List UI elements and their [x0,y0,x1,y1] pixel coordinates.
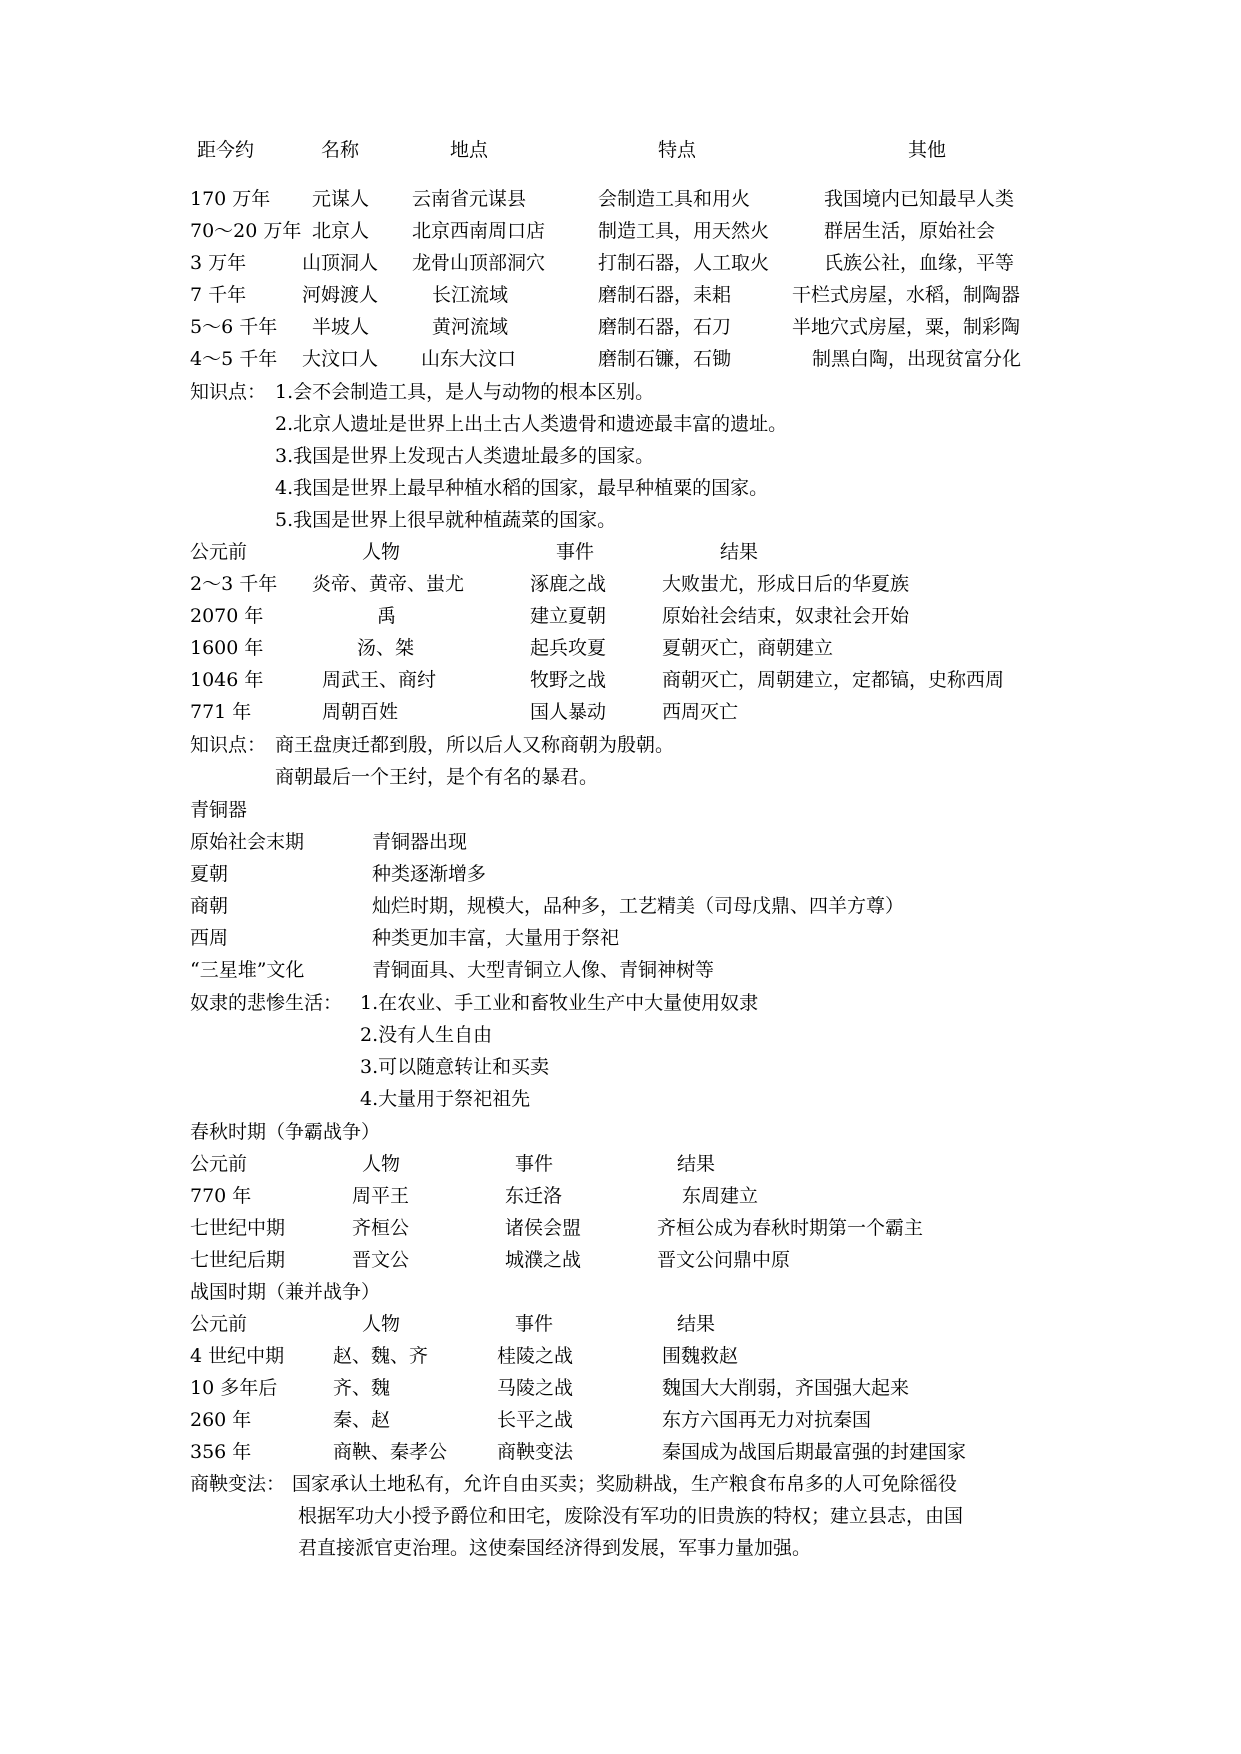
header-cell: 结果 [677,1153,716,1175]
cell: 山顶洞人 [302,252,379,274]
paragraph-line: 根据军功大小授予爵位和田宅，废除没有军功的旧贵族的特权；建立县志，由国 [298,1505,964,1527]
header-cell: 距今约 [197,139,255,161]
list-item: 1.在农业、手工业和畜牧业生产中大量使用奴隶 [360,992,759,1014]
cell: 会制造工具和用火 [598,188,751,210]
cell: 10 多年后 [190,1377,278,1399]
cell: 桂陵之战 [497,1345,574,1367]
cell: 马陵之战 [497,1377,574,1399]
cell: 北京西南周口店 [412,220,546,242]
paragraph-line: 君直接派官吏治理。这使秦国经济得到发展，军事力量加强。 [298,1537,812,1559]
cell: 4～5 千年 [190,348,278,370]
cell: 建立夏朝 [530,605,607,627]
cell: 禹 [377,605,397,627]
list-item: 2.北京人遗址是世界上出土古人类遗骨和遗迹最丰富的遗址。 [275,413,788,435]
cell: 1600 年 [190,637,264,659]
cell: 种类逐渐增多 [372,863,487,885]
cell: 龙骨山顶部洞穴 [412,252,546,274]
list-item: 商朝最后一个王纣，是个有名的暴君。 [275,766,599,788]
cell: 晋文公 [352,1249,410,1271]
cell: 西周 [190,927,229,949]
cell: 商朝灭亡，周朝建立，定都镐，史称西周 [662,669,1005,691]
list-item: 商王盘庚迁都到殷，所以后人又称商朝为殷朝。 [275,734,675,756]
cell: 青铜器出现 [372,831,468,853]
cell: 秦、赵 [333,1409,391,1431]
list-item: 2.没有人生自由 [360,1024,493,1046]
header-cell: 地点 [450,139,489,161]
header-cell: 特点 [658,139,697,161]
section-title: 春秋时期（争霸战争） [190,1121,381,1143]
list-item: 3.我国是世界上发现古人类遗址最多的国家。 [275,445,655,467]
cell: 周平王 [352,1185,410,1207]
cell: 齐桓公 [352,1217,410,1239]
cell: 涿鹿之战 [530,573,607,595]
cell: 半坡人 [312,316,370,338]
cell: 长平之战 [497,1409,574,1431]
cell: 东迁洛 [505,1185,563,1207]
cell: 商鞅变法 [497,1441,574,1463]
section-title: 战国时期（兼并战争） [190,1281,381,1303]
cell: 夏朝灭亡，商朝建立 [662,637,834,659]
cell: 河姆渡人 [302,284,379,306]
cell: 诸侯会盟 [505,1217,582,1239]
cell: 770 年 [190,1185,252,1207]
list-item: 1.会不会制造工具，是人与动物的根本区别。 [275,381,655,403]
cell: 灿烂时期，规模大，品种多，工艺精美（司母戊鼎、四羊方尊） [372,895,905,917]
header-cell: 人物 [362,541,401,563]
header-cell: 事件 [515,1153,554,1175]
cell: 国人暴动 [530,701,607,723]
cell: 干栏式房屋，水稻，制陶器 [792,284,1021,306]
header-cell: 人物 [362,1313,401,1335]
cell: 晋文公问鼎中原 [657,1249,791,1271]
section-label: 知识点： [190,381,267,403]
cell: 西周灭亡 [662,701,739,723]
cell: 70～20 万年 [190,220,302,242]
list-item: 3.可以随意转让和买卖 [360,1056,550,1078]
section-label: 奴隶的悲惨生活： [190,992,343,1014]
cell: 商鞅、秦孝公 [333,1441,448,1463]
cell: 夏朝 [190,863,229,885]
cell: 长江流域 [432,284,509,306]
cell: 磨制石器，耒耜 [598,284,732,306]
list-item: 5.我国是世界上很早就种植蔬菜的国家。 [275,509,617,531]
header-cell: 事件 [515,1313,554,1335]
cell: 七世纪中期 [190,1217,286,1239]
list-item: 4.我国是世界上最早种植水稻的国家，最早种植粟的国家。 [275,477,769,499]
cell: 东方六国再无力对抗秦国 [662,1409,872,1431]
cell: 7 千年 [190,284,247,306]
header-cell: 其他 [908,139,947,161]
cell: 云南省元谋县 [412,188,527,210]
header-cell: 公元前 [190,541,248,563]
cell: 170 万年 [190,188,271,210]
cell: 秦国成为战国后期最富强的封建国家 [662,1441,967,1463]
cell: 磨制石镰，石锄 [598,348,732,370]
cell: 2070 年 [190,605,264,627]
header-cell: 公元前 [190,1153,248,1175]
cell: 齐、魏 [333,1377,391,1399]
paragraph-line: 国家承认土地私有，允许自由买卖；奖励耕战，生产粮食布帛多的人可免除徭役 [292,1473,958,1495]
cell: 4 世纪中期 [190,1345,285,1367]
section-label: 知识点： [190,734,267,756]
cell: 原始社会末期 [190,831,305,853]
header-cell: 结果 [720,541,759,563]
cell: 赵、魏、齐 [333,1345,429,1367]
cell: 黄河流域 [432,316,509,338]
cell: 周武王、商纣 [322,669,437,691]
cell: 3 万年 [190,252,247,274]
cell: 356 年 [190,1441,252,1463]
header-cell: 结果 [677,1313,716,1335]
cell: 山东大汶口 [421,348,517,370]
header-cell: 名称 [321,139,360,161]
cell: 打制石器，人工取火 [598,252,770,274]
cell: 围魏救赵 [662,1345,739,1367]
cell: 2～3 千年 [190,573,278,595]
section-label: 商鞅变法： [190,1473,286,1495]
cell: 我国境内已知最早人类 [824,188,1015,210]
cell: 制造工具，用天然火 [598,220,770,242]
cell: 氏族公社，血缘，平等 [824,252,1015,274]
cell: 1046 年 [190,669,264,691]
cell: 原始社会结束，奴隶社会开始 [662,605,910,627]
cell: 种类更加丰富，大量用于祭祀 [372,927,620,949]
cell: 七世纪后期 [190,1249,286,1271]
cell: 771 年 [190,701,252,723]
cell: 魏国大大削弱，齐国强大起来 [662,1377,910,1399]
header-cell: 事件 [556,541,595,563]
cell: 起兵攻夏 [530,637,607,659]
cell: 磨制石器，石刀 [598,316,732,338]
cell: 炎帝、黄帝、蚩尤 [312,573,465,595]
cell: 汤、桀 [357,637,415,659]
section-title: 青铜器 [190,799,248,821]
cell: 260 年 [190,1409,252,1431]
cell: “三星堆”文化 [190,959,305,981]
cell: 周朝百姓 [322,701,399,723]
cell: 青铜面具、大型青铜立人像、青铜神树等 [372,959,715,981]
cell: 元谋人 [312,188,370,210]
cell: 牧野之战 [530,669,607,691]
cell: 齐桓公成为春秋时期第一个霸主 [657,1217,924,1239]
cell: 东周建立 [682,1185,759,1207]
cell: 制黑白陶，出现贫富分化 [812,348,1022,370]
cell: 商朝 [190,895,229,917]
header-cell: 公元前 [190,1313,248,1335]
cell: 半地穴式房屋，粟，制彩陶 [792,316,1021,338]
cell: 5～6 千年 [190,316,278,338]
header-cell: 人物 [362,1153,401,1175]
cell: 北京人 [312,220,370,242]
cell: 大汶口人 [302,348,379,370]
cell: 城濮之战 [505,1249,582,1271]
cell: 大败蚩尤，形成日后的华夏族 [662,573,910,595]
list-item: 4.大量用于祭祀祖先 [360,1088,531,1110]
cell: 群居生活，原始社会 [824,220,996,242]
